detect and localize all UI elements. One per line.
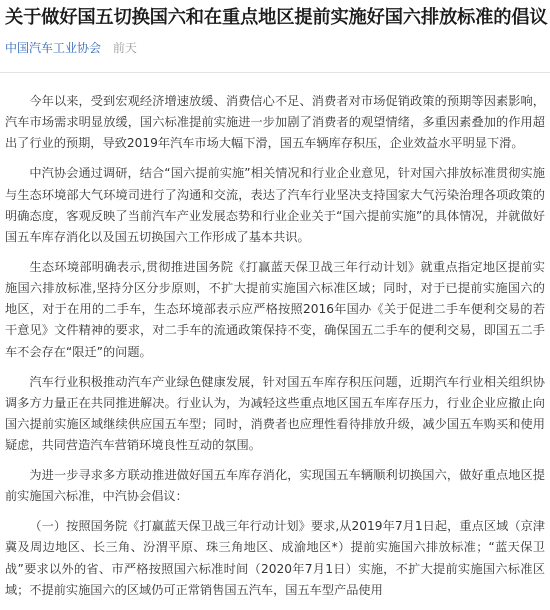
- paragraph: 汽车行业积极推动汽车产业绿色健康发展，针对国五车库存积压问题，近期汽车行业相关组织协调多方力量正在共同推进解决。行业认为，为减轻这些重点地区国五车库存压力，行业企业应撤止向国六提前实施区域继续供应国五车型；同时，消费者也应理性看待排放升级，减少国五车购买和使用疑虑，共同营造汽车营销环境良性互动的氛围。: [5, 374, 545, 453]
- paragraph: （一）按照国务院《打赢蓝天保卫战三年行动计划》要求,从2019年7月1日起，重点区域（京津冀及周边地区、长三角、汾渭平原、珠三角地区、成渝地区*）提前实施国六排放标准；“蓝天保卫战”要求以外的省、市严格按照国六标准时间（2020年7月1日）实施，不扩大提前实施国六标准区域；不提前实施国六的区域仍可正常销售国五汽车，国五车型产品使用: [5, 519, 545, 597]
- paragraph: 今年以来，受到宏观经济增速放缓、消费信心不足、消费者对市场促销政策的预期等因素影响，汽车市场需求明显放缓，国六标准提前实施进一步加剧了消费者的观望情绪，多重因素叠加的作用超出了行业的预期，导致2019年汽车市场大幅下滑，国五车辆库存积压，企业效益水平明显下滑。: [5, 94, 545, 151]
- article-body: [5, 91, 545, 610]
- paragraph: 为进一步寻求多方联动推进做好国五车库存消化，实现国五车辆顺利切换国六，做好重点地区提前实施国六标准，中汽协会倡议：: [5, 468, 545, 504]
- article-source-link[interactable]: 中国汽车工业协会: [5, 41, 102, 55]
- article-title: 关于做好国五切换国六和在重点地区提前实施好国六排放标准的倡议: [5, 7, 548, 28]
- article-time: 前天: [112, 41, 137, 55]
- article-meta: [5, 40, 137, 56]
- paragraph: 中汽协会通过调研，结合“国六提前实施”相关情况和行业企业意见，针对国六排放标准贯彻实施与生态环境部大气环境司进行了沟通和交流，表达了汽车行业坚决支持国家大气污染治理各项政策的明确态度，客观反映了当前汽车产业发展态势和行业企业关于“国六提前实施”的具体情况，并就做好国五车库存消化以及国五切换国六工作形成了基本共识。: [5, 166, 545, 244]
- paragraph: 生态环境部明确表示,贯彻推进国务院《打赢蓝天保卫战三年行动计划》就重点指定地区提前实施国六排放标准,坚持分区分步原则，不扩大提前实施国六标准区域；同时，对于已提前实施国六的地区，对于在用的二手车，生态环境部表示应严格按照2016年国办《关于促进二手车便利交易的若干意见》文件精神的要求，对二手车的流通政策保持不变，确保国五二手车的便利交易，即国五二手车不会存在“限迁”的问题。: [5, 259, 545, 359]
- divider: [0, 72, 550, 73]
